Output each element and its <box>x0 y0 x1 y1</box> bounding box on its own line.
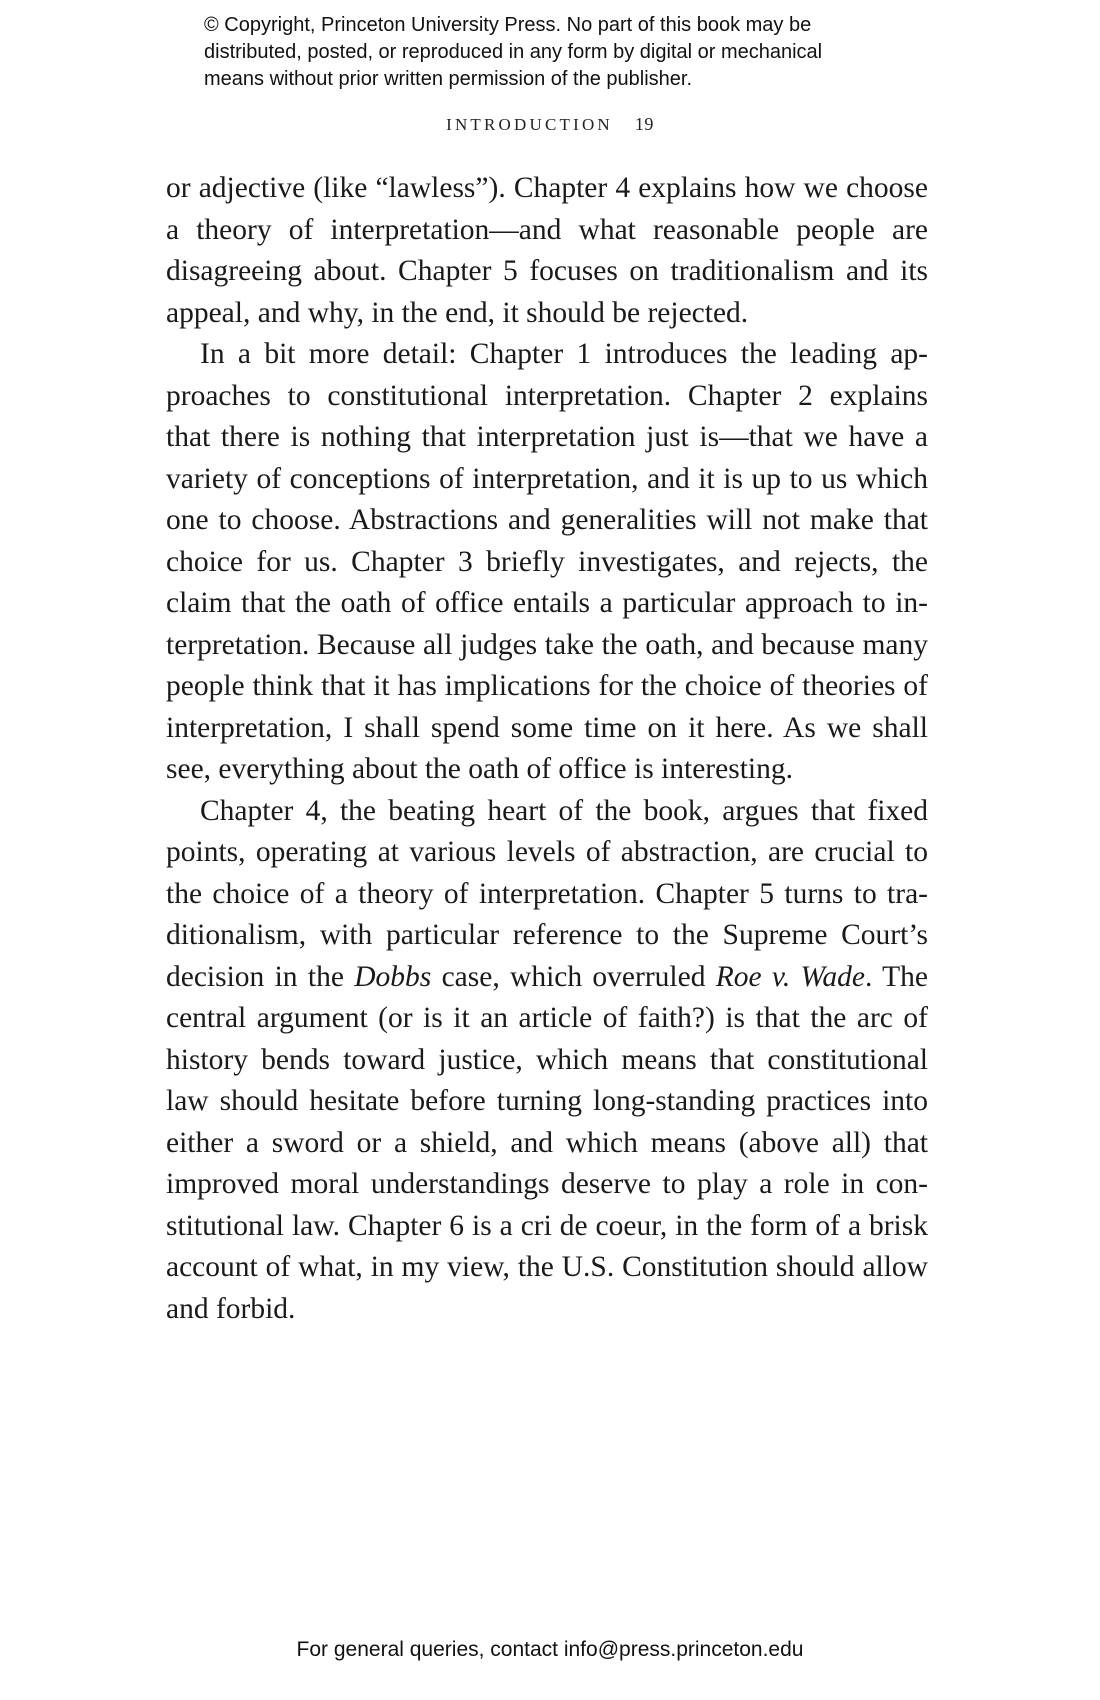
text-line: appeal, and why, in the end, it should be rejected. <box>166 296 749 329</box>
text-fragment: case, which overruled <box>431 960 716 993</box>
text-line: stitutional law. Chapter 6 is a cri de coeur, in the form of a brisk <box>166 1209 928 1242</box>
text-line: one to choose. Abstractions and generalities will not make that <box>166 504 928 536</box>
copyright-line: means without prior written permission of the publisher. <box>204 68 693 90</box>
copyright-line: © Copyright, Princeton University Press. No part of this book may be <box>204 14 812 36</box>
text-line: either a sword or a shield, and which means (above all) that <box>166 1126 928 1159</box>
text-line: law should hesitate before turning long-standing practices into <box>166 1085 928 1117</box>
copyright-line: distributed, posted, or reproduced in any form by digital or mechanical <box>204 41 823 63</box>
text-line: history bends toward justice, which means that constitutional <box>166 1043 928 1076</box>
case-name-dobbs: Dobbs <box>354 960 432 993</box>
footer-contact: For general queries, contact info@press.princeton.edu <box>296 1638 804 1661</box>
text-line: variety of conceptions of interpretation, and it is up to us which <box>166 462 928 495</box>
text-line: a theory of interpretation—and what reasonable people are <box>166 213 928 246</box>
text-line: proaches to constitutional interpretation. Chapter 2 explains <box>166 379 928 412</box>
body-text <box>166 168 928 1330</box>
text-line <box>166 957 928 999</box>
text-line: claim that the oath of office entails a particular approach to in- <box>166 587 928 619</box>
text-line: central argument (or is it an article of faith?) is that the arc of <box>166 1002 928 1034</box>
text-line: that there is nothing that interpretation just is—that we have a <box>166 421 928 453</box>
running-head <box>0 114 1100 135</box>
text-line: account of what, in my view, the U.S. Constitution should allow <box>166 1251 928 1283</box>
text-line: people think that it has implications for the choice of theories of <box>166 670 928 702</box>
text-line: disagreeing about. Chapter 5 focuses on traditionalism and its <box>166 255 928 287</box>
text-line: terpretation. Because all judges take the oath, and because many <box>166 628 928 661</box>
text-line: the choice of a theory of interpretation. Chapter 5 turns to tra- <box>166 877 928 910</box>
text-line: points, operating at various levels of abstraction, are crucial to <box>166 836 928 868</box>
text-fragment: . The <box>864 960 928 993</box>
case-name-roe-v-wade: Roe v. Wade <box>715 960 865 993</box>
text-line: ditionalism, with particular reference to the Supreme Court’s <box>166 919 928 951</box>
copyright-notice <box>204 12 924 93</box>
page-number: 19 <box>634 114 654 134</box>
text-line: improved moral understandings deserve to play a role in con- <box>166 1168 928 1200</box>
text-line: interpretation, I shall spend some time on it here. As we shall <box>166 711 928 744</box>
text-line: choice for us. Chapter 3 briefly investigates, and rejects, the <box>166 545 928 578</box>
text-line: or adjective (like “lawless”). Chapter 4 explains how we choose <box>166 172 928 204</box>
text-line: Chapter 4, the beating heart of the book, argues that fixed <box>200 794 928 827</box>
text-line: In a bit more detail: Chapter 1 introduces the leading ap- <box>200 338 928 370</box>
text-line: and forbid. <box>166 1292 296 1325</box>
text-line: see, everything about the oath of office is interesting. <box>166 753 793 785</box>
text-fragment: decision in the <box>166 960 355 993</box>
running-title: INTRODUCTION <box>446 115 613 134</box>
